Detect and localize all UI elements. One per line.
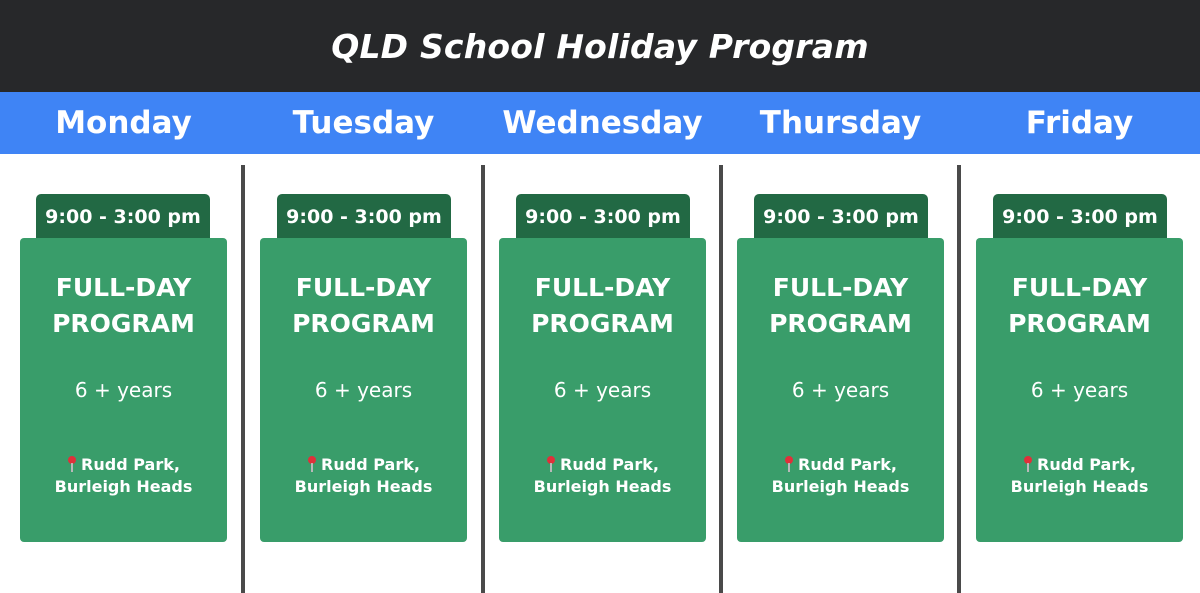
- pin-icon: [546, 456, 556, 472]
- program-title-line: FULL-DAY: [295, 273, 432, 302]
- age-range: 6 + years: [314, 378, 413, 402]
- day-label-wednesday: Wednesday: [502, 105, 703, 141]
- age-range: 6 + years: [74, 378, 173, 402]
- location: [260, 454, 467, 498]
- program-title-line: FULL-DAY: [534, 273, 671, 302]
- day-label-monday: Monday: [55, 105, 192, 141]
- program-title: [260, 270, 467, 342]
- location-line: Burleigh Heads: [533, 477, 672, 496]
- time-tab-tuesday: 9:00 - 3:00 pm: [277, 194, 451, 240]
- column-divider: [719, 165, 723, 593]
- program-title-line: FULL-DAY: [772, 273, 909, 302]
- location-line: Rudd Park,: [798, 455, 897, 474]
- title-bar: [0, 0, 1200, 92]
- age-range: 6 + years: [1030, 378, 1129, 402]
- program-title-line: FULL-DAY: [1011, 273, 1148, 302]
- time-tab-wednesday: 9:00 - 3:00 pm: [516, 194, 690, 240]
- location-line: Rudd Park,: [81, 455, 180, 474]
- location-line: Burleigh Heads: [294, 477, 433, 496]
- day-label-tuesday: Tuesday: [292, 105, 435, 141]
- program-card-wednesday: [499, 238, 706, 542]
- location: [976, 454, 1183, 498]
- column-divider: [481, 165, 485, 593]
- location-line: Rudd Park,: [321, 455, 420, 474]
- location: [499, 454, 706, 498]
- program-title-line: PROGRAM: [769, 309, 912, 338]
- day-label-friday: Friday: [1025, 105, 1134, 141]
- location: [20, 454, 227, 498]
- pin-icon: [67, 456, 77, 472]
- program-title-line: PROGRAM: [52, 309, 195, 338]
- program-title: [499, 270, 706, 342]
- location-line: Burleigh Heads: [1010, 477, 1149, 496]
- pin-icon: [307, 456, 317, 472]
- age-range: 6 + years: [791, 378, 890, 402]
- program-card-tuesday: [260, 238, 467, 542]
- program-title-line: FULL-DAY: [55, 273, 192, 302]
- program-title-line: PROGRAM: [531, 309, 674, 338]
- location-line: Burleigh Heads: [54, 477, 193, 496]
- program-card-friday: [976, 238, 1183, 542]
- page-title: QLD School Holiday Program: [331, 26, 869, 66]
- time-tab-thursday: 9:00 - 3:00 pm: [754, 194, 928, 240]
- location: [737, 454, 944, 498]
- pin-icon: [1023, 456, 1033, 472]
- program-title: [20, 270, 227, 342]
- program-title-line: PROGRAM: [1008, 309, 1151, 338]
- location-line: Burleigh Heads: [771, 477, 910, 496]
- days-header-bar: [0, 92, 1200, 154]
- pin-icon: [784, 456, 794, 472]
- program-card-monday: [20, 238, 227, 542]
- day-label-thursday: Thursday: [759, 105, 922, 141]
- column-divider: [957, 165, 961, 593]
- program-title: [737, 270, 944, 342]
- program-title-line: PROGRAM: [292, 309, 435, 338]
- program-title: [976, 270, 1183, 342]
- time-tab-friday: 9:00 - 3:00 pm: [993, 194, 1167, 240]
- column-divider: [241, 165, 245, 593]
- program-card-thursday: [737, 238, 944, 542]
- time-tab-monday: 9:00 - 3:00 pm: [36, 194, 210, 240]
- location-line: Rudd Park,: [1037, 455, 1136, 474]
- location-line: Rudd Park,: [560, 455, 659, 474]
- age-range: 6 + years: [553, 378, 652, 402]
